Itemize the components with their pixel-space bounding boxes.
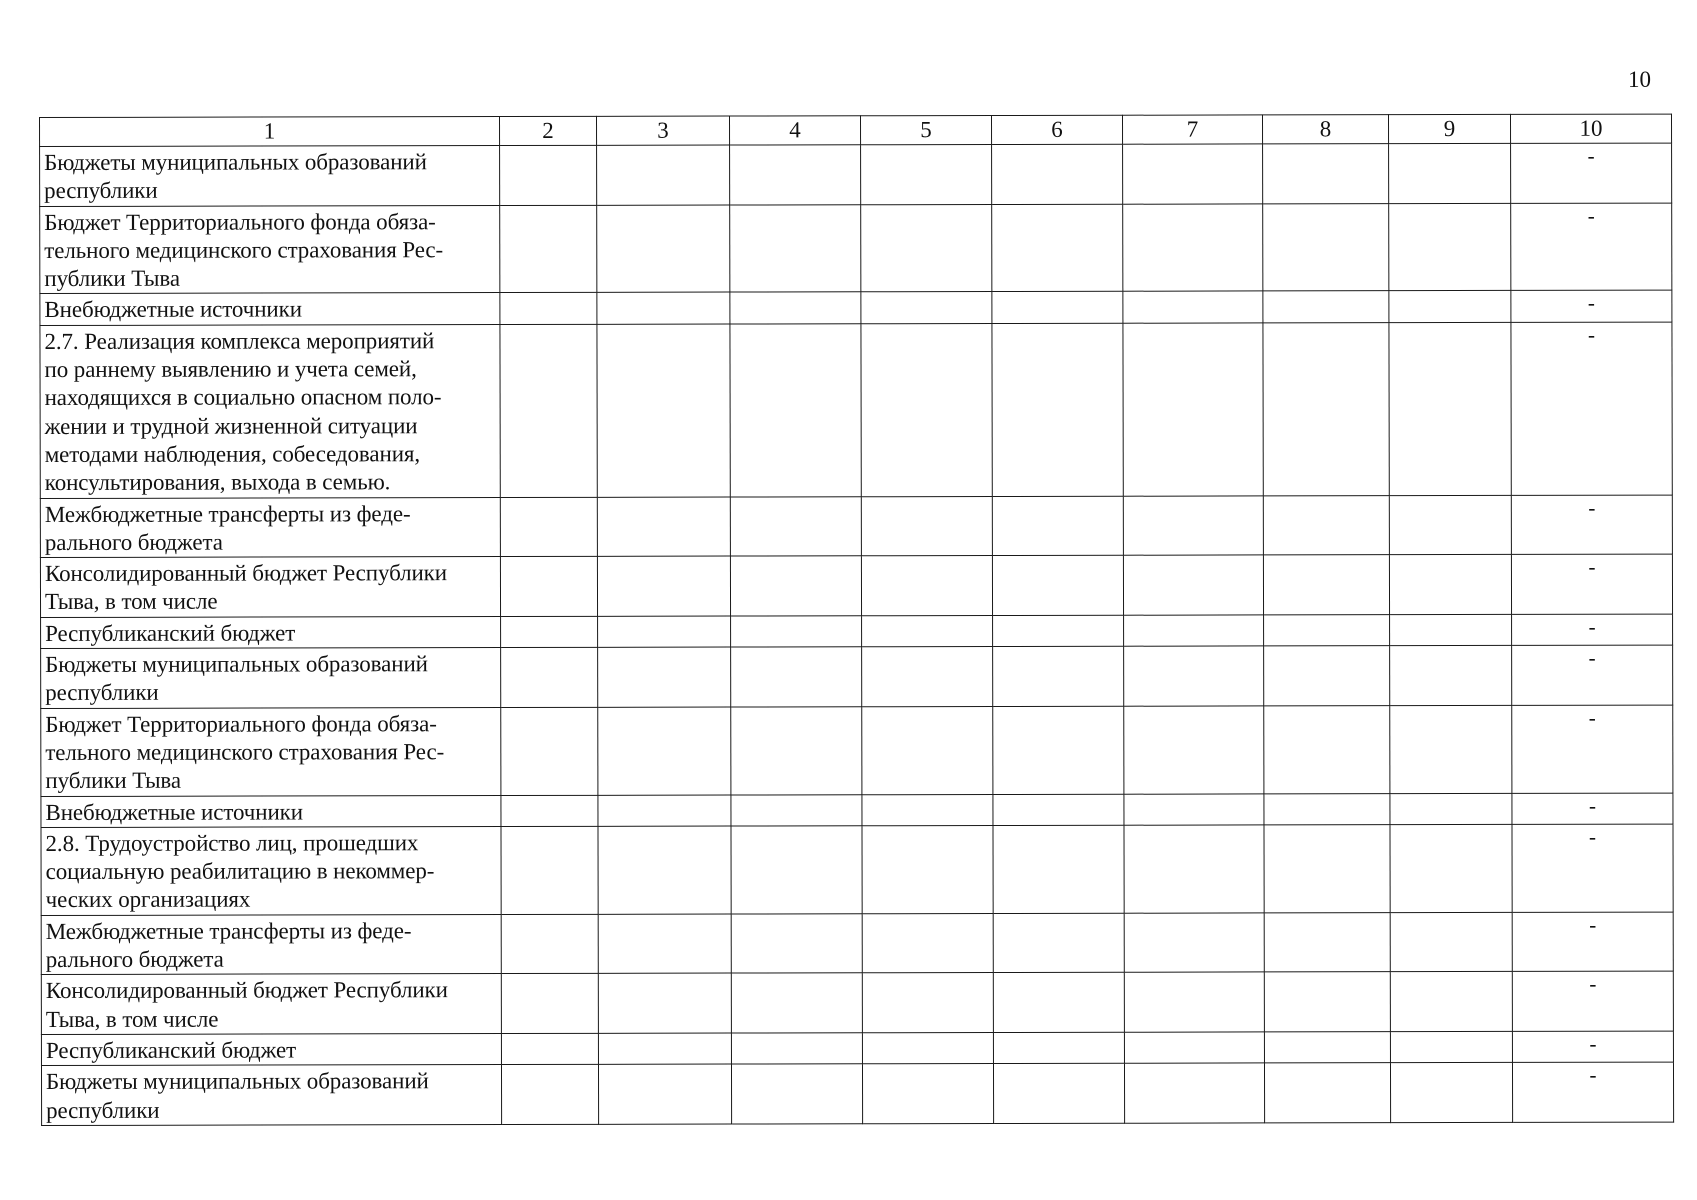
column-header-1: 1 [40,117,500,147]
row-label: Бюджеты муниципальных образований республики [40,146,500,207]
table-cell-col5 [861,292,992,324]
table-cell-col6 [993,794,1124,826]
table-cell-col4 [731,647,862,707]
table-cell-col10: - [1511,203,1672,291]
table-cell-col4 [730,292,861,324]
table-cell-col6 [993,646,1124,706]
table-cell-col10: - [1511,322,1672,495]
table-cell-col9 [1389,322,1511,495]
table-cell-col2 [501,914,598,974]
table-cell-col7 [1124,972,1264,1032]
table-cell-col6 [993,1032,1124,1064]
table-body [40,143,1674,1125]
table-cell-col8 [1264,614,1390,646]
row-label: Внебюджетные источники [41,795,501,827]
column-header-10: 10 [1510,114,1671,143]
table-cell-col7 [1124,646,1264,706]
table-row [41,1031,1673,1066]
table-row [41,1062,1673,1125]
table-row [41,971,1673,1034]
table-cell-col8 [1263,322,1389,495]
table-cell-col7 [1124,615,1264,647]
table-cell-col3 [598,914,731,974]
table-cell-col9 [1390,912,1512,972]
table-cell-col5 [862,794,993,826]
header-row [40,114,1672,146]
table-cell-col8 [1263,555,1389,615]
table-cell-col9 [1390,1063,1512,1123]
table-cell-col7 [1123,555,1263,615]
table-cell-col5 [862,706,993,794]
table-row [41,645,1673,708]
table-cell-col3 [597,497,730,557]
table-cell-col2 [500,497,597,557]
row-label: Бюджет Территориального фонда обяза- тельного медицинского страхования Рес- публики Тыва [40,205,500,294]
table-row [40,143,1672,206]
table-cell-col4 [730,204,861,292]
column-header-6: 6 [991,115,1122,144]
table-cell-col9 [1390,705,1512,793]
table-cell-col6 [992,555,1123,615]
table-cell-col10: - [1512,793,1673,825]
table-cell-col9 [1390,793,1512,825]
table-cell-col9 [1389,291,1511,323]
row-label: Межбюджетные трансферты из феде- рального бюджета [41,914,501,975]
table-cell-col3 [598,973,731,1033]
table-row [41,912,1673,975]
table-cell-col2 [501,1065,598,1125]
table-cell-col3 [598,826,731,914]
table-cell-col2 [500,324,597,497]
table-cell-col8 [1264,646,1390,706]
table-cell-col6 [993,706,1124,794]
table-cell-col3 [598,616,731,648]
table-cell-col5 [861,145,992,205]
table-cell-col6 [992,323,1123,496]
table-cell-col4 [731,794,862,826]
table-cell-col4 [730,556,861,616]
table-cell-col7 [1124,706,1264,794]
table-cell-col7 [1123,204,1263,292]
table-cell-col6 [992,496,1123,556]
table-cell-col9 [1390,645,1512,705]
table-cell-col3 [597,205,730,293]
table-cell-col8 [1263,291,1389,323]
table-cell-col3 [597,324,730,497]
table-cell-col10: - [1511,291,1672,323]
row-label: Внебюджетные источники [40,293,500,325]
row-label: Бюджеты муниципальных образований республики [41,1065,501,1126]
table-cell-col10: - [1512,1062,1673,1122]
table-cell-col9 [1390,972,1512,1032]
table-cell-col5 [862,615,993,647]
table-cell-col5 [861,204,992,292]
table-cell-col2 [501,616,598,647]
table-cell-col7 [1124,793,1264,825]
table-cell-col4 [730,496,861,556]
column-header-9: 9 [1388,114,1510,143]
table-row [41,614,1673,649]
table-cell-col8 [1263,495,1389,555]
table-cell-col2 [500,145,597,205]
table-cell-col6 [993,615,1124,647]
table-cell-col7 [1124,913,1264,973]
row-label: Бюджет Территориального фонда обяза- тельного медицинского страхования Рес- публики Тыва [41,707,501,796]
table-cell-col10: - [1512,645,1673,705]
table-row [41,705,1673,796]
table-cell-col3 [598,795,731,827]
table-cell-col9 [1389,495,1511,555]
table-cell-col2 [501,707,598,795]
table-cell-col5 [862,647,993,707]
table-cell-col9 [1389,555,1511,615]
table-cell-col4 [731,1064,862,1124]
table-cell-col4 [731,826,862,914]
table-cell-col10: - [1511,143,1672,203]
column-header-7: 7 [1122,115,1262,144]
row-label: Бюджеты муниципальных образований республики [41,648,501,709]
column-header-4: 4 [729,116,860,145]
table-cell-col8 [1264,825,1390,913]
table-cell-col10: - [1512,971,1673,1031]
table-cell-col10: - [1512,824,1673,912]
row-label: Республиканский бюджет [41,1033,501,1065]
table-cell-col5 [861,323,992,496]
column-header-2: 2 [500,116,597,145]
table-cell-col10: - [1512,1031,1673,1063]
table-cell-col7 [1123,291,1263,323]
table-cell-col3 [597,145,730,205]
table-cell-col9 [1390,824,1512,912]
table-cell-col6 [993,913,1124,973]
table-cell-col8 [1264,793,1390,825]
row-label: 2.7. Реализация комплекса мероприятий по раннему выявлению и учета семей, находящихся в социально опасном поло- жении и трудной жизненной ситуации методами наблюдения, собеседования, консультирования, выхода в семью. [40,324,500,498]
table-row [40,203,1672,294]
table-cell-col7 [1124,1032,1264,1064]
table-cell-col3 [597,556,730,616]
table-cell-col8 [1264,972,1390,1032]
table-cell-col10: - [1511,554,1672,614]
table-cell-col5 [861,556,992,616]
table-cell-col5 [862,973,993,1033]
page-number: 10 [1628,67,1651,92]
table-cell-col3 [598,1033,731,1065]
table-cell-col10: - [1512,705,1673,793]
budget-table [39,114,1674,1126]
table-cell-col2 [500,556,597,616]
table-cell-col7 [1123,495,1263,555]
row-label: 2.8. Трудоустройство лиц, прошедших социальную реабилитацию в некоммер- ческих организациях [41,826,501,915]
table-cell-col6 [993,1063,1124,1123]
table-cell-col8 [1263,144,1389,204]
table-cell-col8 [1264,1032,1390,1064]
table-cell-col4 [731,616,862,648]
table-cell-col3 [598,707,731,795]
row-label: Межбюджетные трансферты из феде- рального бюджета [40,497,500,558]
table-cell-col6 [993,825,1124,913]
column-header-8: 8 [1262,115,1388,144]
table-cell-col2 [501,974,598,1034]
table-cell-col7 [1123,144,1263,204]
table-cell-col2 [501,647,598,707]
table-cell-col3 [598,1064,731,1124]
table-row [40,495,1672,558]
table-cell-col6 [993,973,1124,1033]
table-cell-col4 [731,973,862,1033]
row-label: Консолидированный бюджет Республики Тыва, в том числе [40,557,500,618]
table-cell-col7 [1124,825,1264,913]
table-cell-col2 [501,1033,598,1065]
table-cell-col9 [1389,143,1511,203]
table-cell-col2 [501,826,598,914]
table-cell-col5 [862,1064,993,1124]
row-label: Республиканский бюджет [41,616,501,648]
table-cell-col10: - [1512,912,1673,972]
table-cell-col4 [730,324,861,497]
table-cell-col9 [1390,614,1512,646]
table-cell-col6 [992,292,1123,324]
table-row [41,793,1673,828]
table-cell-col5 [861,496,992,556]
table-cell-col7 [1123,323,1263,496]
table-cell-col3 [598,647,731,707]
table-cell-col8 [1264,1063,1390,1123]
table-cell-col4 [731,913,862,973]
table-row [40,322,1672,498]
table-row [40,554,1672,617]
table-cell-col4 [730,145,861,205]
table-row [40,291,1672,326]
table-cell-col2 [500,293,597,324]
column-header-3: 3 [596,116,729,145]
table-row [41,824,1673,915]
table-cell-col5 [862,913,993,973]
table-cell-col5 [862,1032,993,1064]
table-cell-col10: - [1511,495,1672,555]
row-label: Консолидированный бюджет Республики Тыва, в том числе [41,974,501,1035]
table-cell-col7 [1124,1063,1264,1123]
column-header-5: 5 [860,116,991,145]
table-cell-col2 [500,205,597,293]
table-cell-col2 [501,795,598,827]
table-cell-col4 [731,1033,862,1065]
table-cell-col4 [731,706,862,794]
table-cell-col6 [992,144,1123,204]
table-cell-col8 [1263,203,1389,291]
table-cell-col9 [1390,1031,1512,1063]
table-cell-col5 [862,825,993,913]
table-cell-col3 [597,293,730,325]
table-cell-col8 [1264,912,1390,972]
table-cell-col10: - [1512,614,1673,646]
table-cell-col8 [1264,705,1390,793]
table-cell-col9 [1389,203,1511,291]
table-cell-col6 [992,204,1123,292]
